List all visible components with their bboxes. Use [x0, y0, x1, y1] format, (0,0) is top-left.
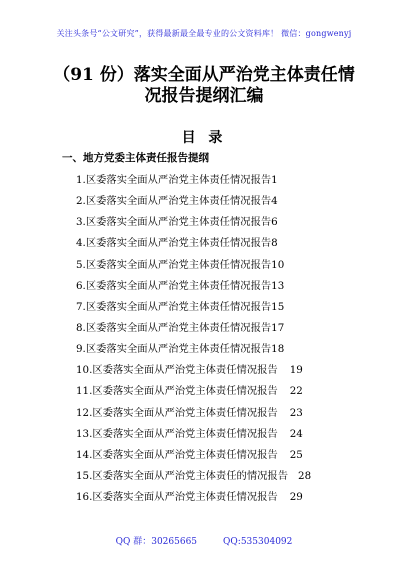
toc-entry[interactable] [76, 445, 311, 466]
toc-entry-page: 13 [271, 279, 285, 292]
toc-entry[interactable] [76, 424, 311, 445]
toc-entry-label: 7.区委落实全面从严治党主体责任情况报告 [76, 300, 272, 313]
toc-entry[interactable] [76, 466, 311, 487]
qq-number-text: QQ:535304092 [223, 537, 293, 547]
toc-entry-page: 22 [289, 385, 303, 398]
toc-entry-label: 1.区委落实全面从严治党主体责任情况报告 [76, 174, 272, 186]
toc-entry-page: 24 [289, 427, 303, 440]
toc-entry-label: 11.区委落实全面从严治党主体责任情况报告 [76, 385, 278, 398]
toc-entry-label: 6.区委落实全面从严治党主体责任情况报告 [76, 279, 272, 292]
toc-entry-page: 23 [289, 406, 303, 419]
toc-entry-label: 16.区委落实全面从严治党主体责任情况报告 [76, 491, 278, 504]
toc-entry-page: 6 [271, 216, 278, 229]
toc-entry[interactable] [76, 212, 311, 233]
toc-entry[interactable] [76, 170, 311, 191]
toc-entry[interactable] [76, 403, 311, 424]
document-title-line-1: （91 份）落实全面从严治党主体责任情 [53, 65, 355, 85]
toc-entry[interactable] [76, 318, 311, 339]
toc-entry-label: 8.区委落实全面从严治党主体责任情况报告 [76, 321, 272, 334]
toc-entry-page: 15 [271, 300, 285, 313]
toc-heading: 目 录 [181, 130, 227, 146]
toc-entry-label: 5.区委落实全面从严治党主体责任情况报告 [76, 258, 272, 271]
toc-entry-page: 29 [289, 491, 303, 504]
toc-entry-label: 12.区委落实全面从严治党主体责任情况报告 [76, 406, 278, 419]
toc-entry-label: 4.区委落实全面从严治党主体责任情况报告 [76, 237, 272, 250]
toc-entry-label: 9.区委落实全面从严治党主体责任情况报告 [76, 343, 272, 356]
footer-contacts [0, 534, 408, 547]
toc-entry-label: 13.区委落实全面从严治党主体责任情况报告 [76, 427, 278, 440]
toc-entry-page: 18 [271, 343, 285, 356]
toc-entry-page: 25 [289, 448, 303, 461]
toc-list [76, 170, 311, 508]
toc-entry-label: 14.区委落实全面从严治党主体责任情况报告 [76, 448, 278, 461]
toc-entry[interactable] [76, 233, 311, 254]
toc-entry[interactable] [76, 297, 311, 318]
toc-entry-page: 1 [271, 174, 278, 186]
qq-group-text: QQ 群：30265665 [115, 537, 198, 547]
toc-entry-page: 19 [289, 364, 303, 377]
toc-entry-label: 10.区委落实全面从严治党主体责任情况报告 [76, 364, 278, 377]
toc-entry-page: 10 [271, 258, 285, 271]
toc-entry-label: 15.区委落实全面从严治党主体责任的情况报告 [76, 469, 289, 482]
toc-entry-page: 17 [271, 321, 285, 334]
toc-entry[interactable] [76, 276, 311, 297]
toc-entry[interactable] [76, 381, 311, 402]
toc-entry[interactable] [76, 191, 311, 212]
toc-section-heading: 一、地方党委主体责任报告提纲 [62, 152, 209, 164]
toc-entry[interactable] [76, 255, 311, 276]
header-notice: 关注头条号“公文研究”，获得最新最全最专业的公文资料库！ 微信：gongwenyj [56, 29, 352, 38]
toc-entry[interactable] [76, 339, 311, 360]
toc-entry-label: 2.区委落实全面从严治党主体责任情况报告 [76, 195, 272, 208]
toc-entry[interactable] [76, 360, 311, 381]
toc-entry[interactable] [76, 487, 311, 508]
toc-entry-label: 3.区委落实全面从严治党主体责任情况报告 [76, 216, 272, 229]
toc-entry-page: 4 [271, 195, 278, 208]
toc-entry-page: 28 [298, 469, 312, 482]
document-title-line-2: 况报告提纲汇编 [144, 86, 264, 106]
toc-entry-page: 8 [271, 237, 278, 250]
